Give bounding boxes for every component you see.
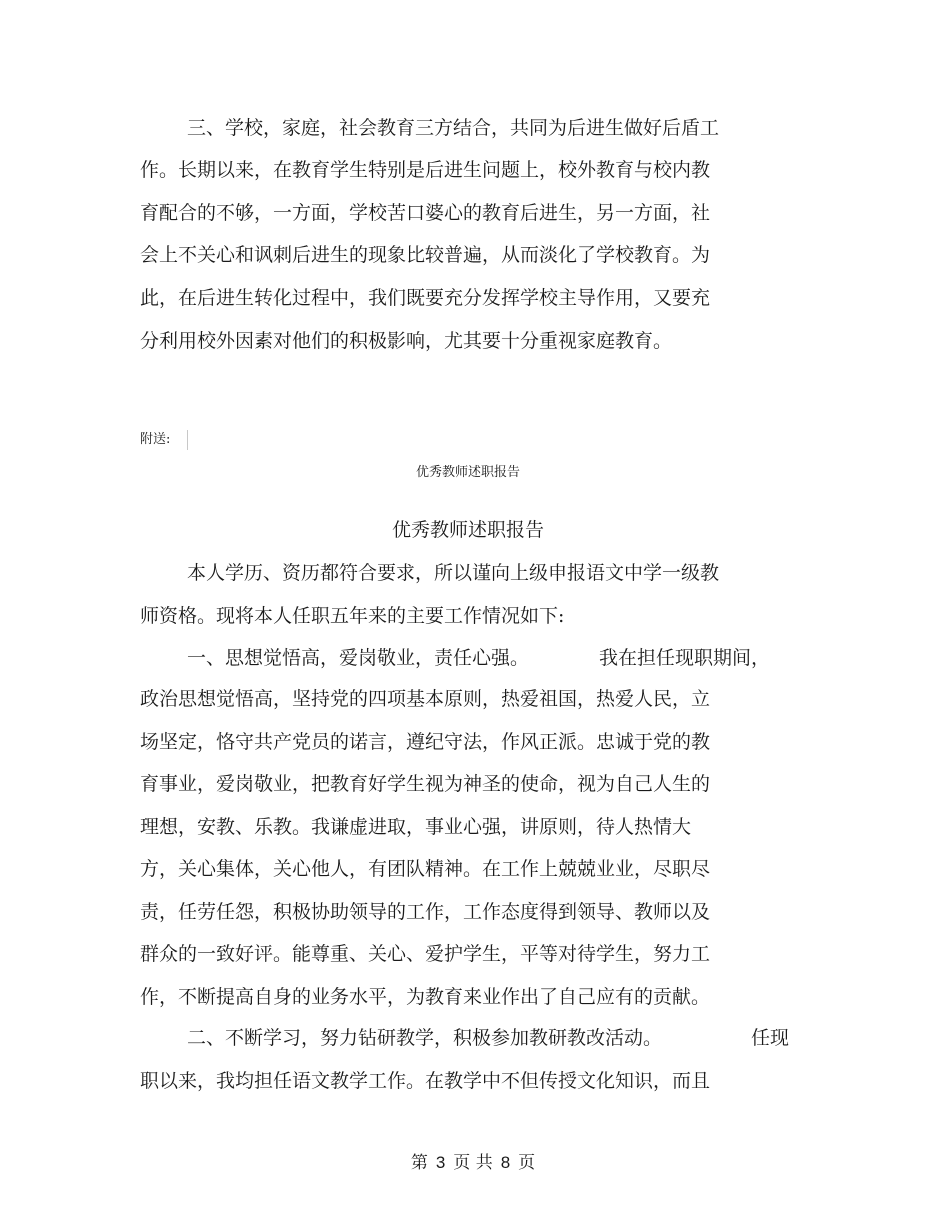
- paragraph-line: 方，关心集体，关心他人，有团队精神。在工作上兢兢业业，尽职尽: [140, 858, 711, 880]
- paragraph-line: 分利用校外因素对他们的积极影响，尤其要十分重视家庭教育。: [140, 330, 673, 352]
- paragraph-line: 育配合的不够，一方面，学校苦口婆心的教育后进生，另一方面，社: [140, 202, 711, 224]
- attachment-divider: [187, 430, 188, 450]
- paragraph-line: 三、学校，家庭，社会教育三方结合，共同为后进生做好后盾工: [187, 117, 720, 139]
- paragraph-line: 职以来，我均担任语文教学工作。在教学中不但传授文化知识，而且: [140, 1070, 711, 1092]
- page-footer: [0, 1151, 946, 1175]
- paragraph-line: 会上不关心和讽刺后进生的现象比较普遍，从而淡化了学校教育。为: [140, 244, 711, 266]
- report-title: 优秀教师述职报告: [391, 519, 544, 541]
- section-heading: 二、不断学习，努力钻研教学，积极参加教研教改活动。: [187, 1027, 663, 1049]
- paragraph-line: 本人学历、资历都符合要求，所以谨向上级申报语文中学一级教: [187, 562, 720, 584]
- section-heading: 一、思想觉悟高，爱岗敬业，责任心强。: [187, 647, 530, 669]
- paragraph-line: 场坚定，恪守共产党员的诺言，遵纪守法，作风正派。忠诚于党的教: [140, 731, 711, 753]
- paragraph-line: 师资格。现将本人任职五年来的主要工作情况如下:: [140, 605, 565, 627]
- footer-middle: 页 共: [453, 1153, 493, 1173]
- footer-suffix: 页: [518, 1153, 536, 1173]
- paragraph-line: 作，不断提高自身的业务水平，为教育来业作出了自己应有的贡献。: [140, 986, 711, 1008]
- paragraph-line: 责，任劳任怨，积极协助领导的工作，工作态度得到领导、教师以及: [140, 901, 711, 923]
- paragraph-line: 我在担任现职期间，: [599, 647, 771, 669]
- footer-prefix: 第: [410, 1153, 428, 1173]
- attachment-subtitle: 优秀教师述职报告: [415, 465, 520, 480]
- paragraph-line: 政治思想觉悟高，坚持党的四项基本原则，热爱祖国，热爱人民，立: [140, 688, 711, 710]
- paragraph-line: 育事业，爱岗敬业，把教育好学生视为神圣的使命，视为自己人生的: [140, 773, 711, 795]
- paragraph-line: 群众的一致好评。能尊重、关心、爱护学生，平等对待学生，努力工: [140, 943, 711, 965]
- attachment-label: 附送:: [140, 432, 171, 447]
- paragraph-line: 作。长期以来，在教育学生特别是后进生问题上，校外教育与校内教: [140, 159, 711, 181]
- total-page-count: 8: [500, 1153, 511, 1172]
- paragraph-line: 理想，安教、乐教。我谦虚进取，事业心强，讲原则，待人热情大: [140, 816, 692, 838]
- current-page-number: 3: [435, 1153, 446, 1172]
- paragraph-line: 任现: [751, 1027, 790, 1049]
- paragraph-line: 此，在后进生转化过程中，我们既要充分发挥学校主导作用，又要充: [140, 287, 711, 309]
